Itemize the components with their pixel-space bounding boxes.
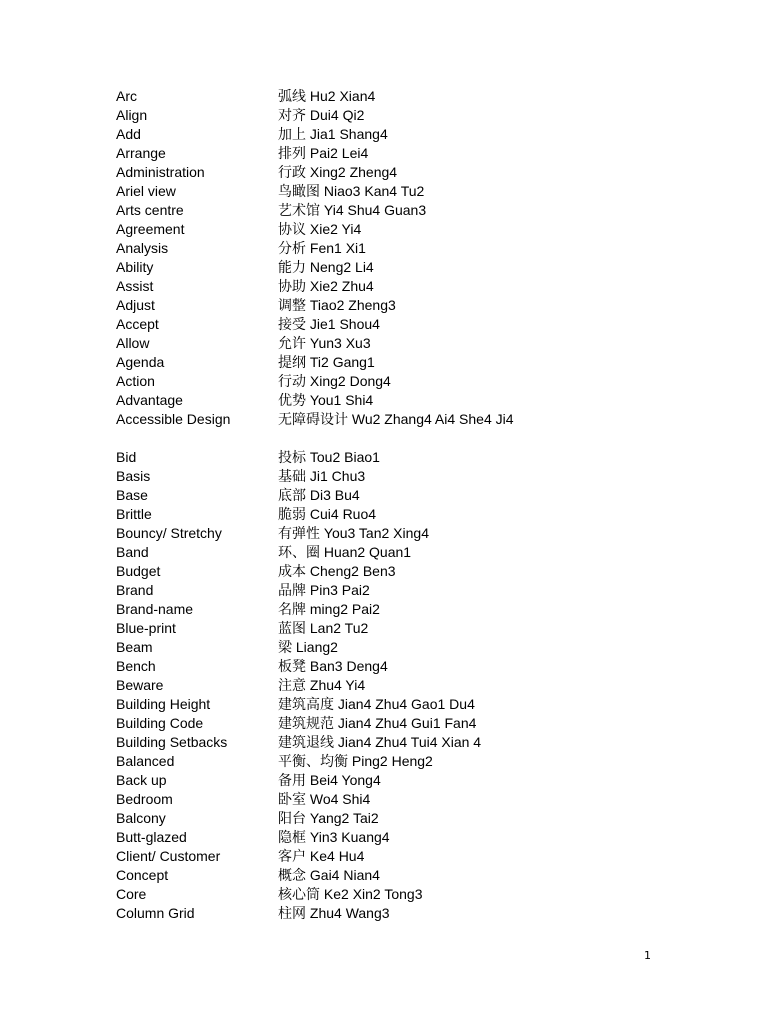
english-term: Arts centre: [116, 202, 184, 218]
english-term: Blue-print: [116, 620, 176, 636]
chinese-translation: 鸟瞰图 Niao3 Kan4 Tu2: [278, 183, 425, 199]
chinese-translation: 协议 Xie2 Yi4: [278, 221, 362, 237]
english-term: Bouncy/ Stretchy: [116, 525, 222, 541]
page-number: 1: [644, 949, 651, 962]
chinese-translation: 基础 Ji1 Chu3: [278, 468, 366, 484]
english-term: Bench: [116, 658, 156, 674]
chinese-translation: 提纲 Ti2 Gang1: [278, 354, 375, 370]
glossary-row: [116, 657, 676, 676]
glossary-row: [116, 334, 676, 353]
glossary-row: [116, 467, 676, 486]
chinese-translation: 蓝图 Lan2 Tu2: [278, 620, 369, 636]
chinese-translation: 行政 Xing2 Zheng4: [278, 164, 398, 180]
english-term: Budget: [116, 563, 161, 579]
chinese-translation: 协助 Xie2 Zhu4: [278, 278, 374, 294]
glossary-row: [116, 562, 676, 581]
english-term: Beware: [116, 677, 164, 693]
english-term: Advantage: [116, 392, 183, 408]
glossary-row: [116, 163, 676, 182]
chinese-translation: 调整 Tiao2 Zheng3: [278, 297, 396, 313]
english-term: Brand-name: [116, 601, 194, 617]
glossary-row: [116, 486, 676, 505]
chinese-translation: 板凳 Ban3 Deng4: [278, 658, 388, 674]
chinese-translation: 接受 Jie1 Shou4: [278, 316, 380, 332]
glossary-row: [116, 258, 676, 277]
chinese-translation: 弧线 Hu2 Xian4: [278, 88, 376, 104]
chinese-translation: 梁 Liang2: [278, 639, 338, 655]
chinese-translation: 对齐 Dui4 Qi2: [278, 107, 365, 123]
english-term: Basis: [116, 468, 151, 484]
glossary-row: [116, 296, 676, 315]
chinese-translation: 行动 Xing2 Dong4: [278, 373, 391, 389]
glossary-row: [116, 391, 676, 410]
english-term: Arrange: [116, 145, 166, 161]
chinese-translation: 卧室 Wo4 Shi4: [278, 791, 371, 807]
chinese-translation: 建筑规范 Jian4 Zhu4 Gui1 Fan4: [278, 715, 477, 731]
glossary-row: [116, 809, 676, 828]
glossary-row: [116, 353, 676, 372]
glossary-row: [116, 771, 676, 790]
english-term: Adjust: [116, 297, 155, 313]
glossary-row: [116, 106, 676, 125]
english-term: Butt-glazed: [116, 829, 187, 845]
glossary-row: [116, 448, 676, 467]
chinese-translation: 排列 Pai2 Lei4: [278, 145, 369, 161]
chinese-translation: 无障碍设计 Wu2 Zhang4 Ai4 She4 Ji4: [278, 411, 514, 427]
glossary-row: [116, 828, 676, 847]
chinese-translation: 有弹性 You3 Tan2 Xing4: [278, 525, 429, 541]
english-term: Ability: [116, 259, 154, 275]
glossary-row: [116, 619, 676, 638]
glossary-row: [116, 676, 676, 695]
english-term: Core: [116, 886, 147, 902]
english-term: Allow: [116, 335, 150, 351]
english-term: Building Code: [116, 715, 204, 731]
english-term: Base: [116, 487, 148, 503]
glossary-row: [116, 790, 676, 809]
glossary-row: [116, 144, 676, 163]
glossary-row: [116, 87, 676, 106]
glossary-row: [116, 600, 676, 619]
glossary-row: [116, 277, 676, 296]
glossary-row: [116, 733, 676, 752]
english-term: Arc: [116, 88, 137, 104]
chinese-translation: 底部 Di3 Bu4: [278, 487, 360, 503]
chinese-translation: 环、圈 Huan2 Quan1: [278, 544, 412, 560]
section-gap: [116, 429, 676, 448]
glossary-row: [116, 220, 676, 239]
english-term: Brittle: [116, 506, 152, 522]
english-term: Band: [116, 544, 149, 560]
english-term: Accessible Design: [116, 411, 231, 427]
english-term: Align: [116, 107, 148, 123]
chinese-translation: 名牌 ming2 Pai2: [278, 601, 380, 617]
english-term: Assist: [116, 278, 154, 294]
chinese-translation: 建筑退线 Jian4 Zhu4 Tui4 Xian 4: [278, 734, 482, 750]
chinese-translation: 客户 Ke4 Hu4: [278, 848, 365, 864]
glossary-row: [116, 239, 676, 258]
english-term: Administration: [116, 164, 205, 180]
english-term: Agenda: [116, 354, 165, 370]
chinese-translation: 概念 Gai4 Nian4: [278, 867, 380, 883]
glossary-row: [116, 505, 676, 524]
glossary-row: [116, 847, 676, 866]
english-term: Building Height: [116, 696, 211, 712]
glossary-row: [116, 638, 676, 657]
english-term: Beam: [116, 639, 153, 655]
chinese-translation: 加上 Jia1 Shang4: [278, 126, 388, 142]
english-term: Balcony: [116, 810, 166, 826]
english-term: Ariel view: [116, 183, 176, 199]
glossary-list: [116, 87, 676, 923]
glossary-row: [116, 695, 676, 714]
english-term: Agreement: [116, 221, 185, 237]
english-term: Back up: [116, 772, 167, 788]
chinese-translation: 优势 You1 Shi4: [278, 392, 374, 408]
english-term: Column Grid: [116, 905, 195, 921]
glossary-row: [116, 904, 676, 923]
glossary-row: [116, 201, 676, 220]
chinese-translation: 平衡、均衡 Ping2 Heng2: [278, 753, 433, 769]
glossary-row: [116, 752, 676, 771]
glossary-row: [116, 125, 676, 144]
chinese-translation: 柱网 Zhu4 Wang3: [278, 905, 390, 921]
english-term: Concept: [116, 867, 169, 883]
english-term: Client/ Customer: [116, 848, 221, 864]
glossary-row: [116, 182, 676, 201]
glossary-row: [116, 714, 676, 733]
english-term: Add: [116, 126, 141, 142]
glossary-row: [116, 410, 676, 429]
glossary-row: [116, 581, 676, 600]
glossary-row: [116, 543, 676, 562]
chinese-translation: 阳台 Yang2 Tai2: [278, 810, 379, 826]
chinese-translation: 脆弱 Cui4 Ruo4: [278, 506, 377, 522]
chinese-translation: 能力 Neng2 Li4: [278, 259, 374, 275]
english-term: Bedroom: [116, 791, 173, 807]
chinese-translation: 品牌 Pin3 Pai2: [278, 582, 370, 598]
chinese-translation: 允许 Yun3 Xu3: [278, 335, 371, 351]
chinese-translation: 成本 Cheng2 Ben3: [278, 563, 396, 579]
chinese-translation: 建筑高度 Jian4 Zhu4 Gao1 Du4: [278, 696, 475, 712]
english-term: Brand: [116, 582, 154, 598]
english-term: Building Setbacks: [116, 734, 228, 750]
chinese-translation: 分析 Fen1 Xi1: [278, 240, 366, 256]
english-term: Analysis: [116, 240, 169, 256]
glossary-row: [116, 866, 676, 885]
english-term: Accept: [116, 316, 159, 332]
chinese-translation: 艺术馆 Yi4 Shu4 Guan3: [278, 202, 427, 218]
english-term: Bid: [116, 449, 137, 465]
chinese-translation: 核心筒 Ke2 Xin2 Tong3: [278, 886, 423, 902]
chinese-translation: 注意 Zhu4 Yi4: [278, 677, 366, 693]
glossary-row: [116, 315, 676, 334]
chinese-translation: 投标 Tou2 Biao1: [278, 449, 380, 465]
glossary-row: [116, 885, 676, 904]
chinese-translation: 备用 Bei4 Yong4: [278, 772, 381, 788]
english-term: Action: [116, 373, 155, 389]
glossary-row: [116, 372, 676, 391]
glossary-row: [116, 524, 676, 543]
chinese-translation: 隐框 Yin3 Kuang4: [278, 829, 390, 845]
english-term: Balanced: [116, 753, 175, 769]
